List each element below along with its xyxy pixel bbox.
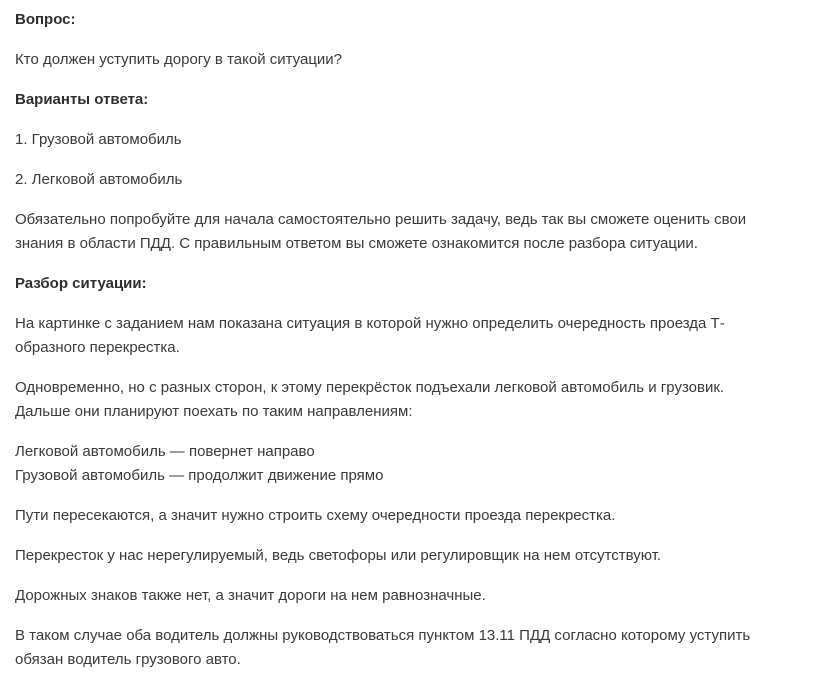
question-heading: Вопрос: <box>15 11 76 28</box>
analysis-paragraph: В таком случае оба водитель должны руководствоваться пунктом 13.11 ПДД согласно которому уступить обязан водитель грузового авто. <box>15 627 751 668</box>
answer-option: 1. Грузовой автомобиль <box>15 131 182 148</box>
analysis-paragraph: Одновременно, но с разных сторон, к этому перекрёсток подъехали легковой автомобиль и грузовик. Дальше они планируют поехать по таким направлениям: <box>15 379 725 420</box>
analysis-paragraph: Дорожных знаков также нет, а значит дороги на нем равнозначные. <box>15 587 486 604</box>
analysis-paragraph: Легковой автомобиль — повернет направо Грузовой автомобиль — продолжит движение прямо <box>15 443 384 484</box>
answer-option: 2. Легковой автомобиль <box>15 171 183 188</box>
analysis-paragraph: Пути пересекаются, а значит нужно строить схему очередности проезда перекрестка. <box>15 507 616 524</box>
instruction-note: Обязательно попробуйте для начала самостоятельно решить задачу, ведь так вы сможете оценить свои знания в области ПДД. С правильным ответом вы сможете ознакомится после разбора ситуации. <box>15 211 747 252</box>
analysis-paragraph: На картинке с заданием нам показана ситуация в которой нужно определить очередность проезда Т- образного перекрестка. <box>15 315 725 356</box>
analysis-paragraph: Перекресток у нас нерегулируемый, ведь светофоры или регулировщик на нем отсутствуют. <box>15 547 662 564</box>
question-text: Кто должен уступить дорогу в такой ситуации? <box>15 51 343 68</box>
analysis-heading: Разбор ситуации: <box>15 275 147 292</box>
answer-options-heading: Варианты ответа: <box>15 91 149 108</box>
